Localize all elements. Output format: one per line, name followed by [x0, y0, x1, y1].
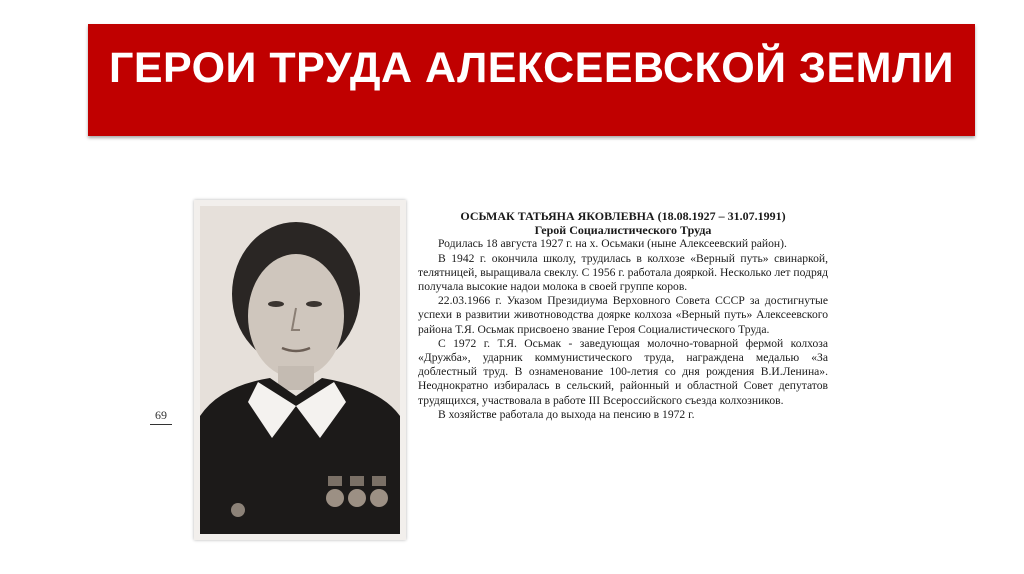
biography-text — [418, 209, 828, 422]
hero-title: Герой Социалистического Труда — [534, 223, 712, 238]
bio-paragraph: В хозяйстве работала до выхода на пенсию в 1972 г. — [438, 407, 695, 421]
page-number: 69 — [150, 408, 172, 425]
slide-title: ГЕРОИ ТРУДА АЛЕКСЕЕВСКОЙ ЗЕМЛИ — [108, 43, 955, 92]
title-banner — [88, 24, 975, 136]
bio-paragraph: 22.03.1966 г. Указом Президиума Верховного Совета СССР за достигнутые успехи в развитии животноводства доярке колхоза «Верный путь» Алексеевского района Т.Я. Осьмак присвоено звание Героя Социалистического Труда. — [418, 294, 828, 336]
hero-name: ОСЬМАК ТАТЬЯНА ЯКОВЛЕВНА (18.08.1927 – 31.07.1991) — [460, 209, 786, 223]
bio-paragraph: С 1972 г. Т.Я. Осьмак - заведующая молочно-товарной фермой колхоза «Дружба», ударник коммунистического труда, награждена медалью «За доблестный труд. В ознаменование 100-летия со дня рождения В.И.Ленина». Неоднократно избиралась в сельский, районный и областной Совет депутатов трудящихся, участвовала в работе III Всероссийского съезда колхозников. — [418, 336, 828, 407]
portrait-photo — [194, 200, 406, 540]
divider — [140, 139, 860, 140]
bio-paragraph: В 1942 г. окончила школу, трудилась в колхозе «Верный путь» свинаркой, телятницей, выращивала свеклу. С 1956 г. работала дояркой. Несколько лет подряд получала высокие надои молока в своей группе коров. — [418, 251, 828, 294]
bio-paragraph: Родилась 18 августа 1927 г. на х. Осьмаки (ныне Алексеевский район). — [438, 237, 787, 251]
portrait-image — [200, 206, 400, 534]
